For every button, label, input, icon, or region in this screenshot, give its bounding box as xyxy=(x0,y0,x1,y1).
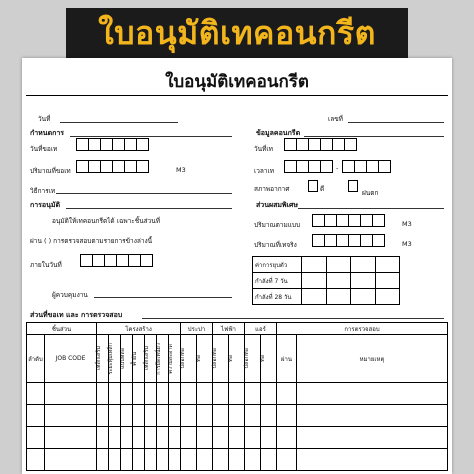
weather-rain-checkbox[interactable] xyxy=(348,180,358,192)
col-job-code: JOB CODE xyxy=(45,335,97,383)
strength-header: ค่าการยุบตัว xyxy=(253,257,302,273)
pour-time-start-boxes[interactable] xyxy=(284,160,332,173)
col-formwork: แบบหล่อ xyxy=(120,348,126,369)
schedule-heading: กำหนดการ xyxy=(30,129,65,137)
approver-label: ผู้ควบคุมงาน xyxy=(52,291,88,299)
weather-sunny-label: ดี xyxy=(320,185,325,193)
strength-table xyxy=(252,256,400,305)
weather-sunny-checkbox[interactable] xyxy=(308,180,318,192)
col-rebar: เหล็กเสริม xyxy=(96,346,102,371)
within-date-label: ภายในวันที่ xyxy=(30,261,62,269)
approval-underline xyxy=(66,208,232,209)
col-plumbing-sleeve: ปลอกท่อ xyxy=(180,348,186,369)
col-pass: ผ่าน xyxy=(277,335,297,383)
col-no: ลำดับ xyxy=(27,335,45,383)
approval-form-sheet: ใบอนุมัติเทคอนกรีต วันที่ เลขที่ กำหนดการ วันที่ขอเท ปริมาณที่ขอเท M3 วิธีการเท ข้อมูลคอนกรีต วันที่เท เวลาเท - สภาพอากาศ ดี ฝนตก การอนุมัติ อนุมัติให้เทคอนกรีตได้ เฉพาะชิ้นส่วนที่ ผ่าน ( ) การตรวจสอบตามรายการข้างล่างนี้ ภายในวันที่ ผู้ควบคุมงาน ส่วนผสมพิเศษ ปริมาณตามแบบ M3 ปริมาณที่เทจริง M3 ค่าการยุบตัว กำลังที่ 7 วัน กำลังที่ 28 วัน ส่วนที่ขอเท และ การตรวจสอบ ชิ้นส่วน โครงสร้าง ประปา ไฟฟ้า แอร์ การตรวจสอบ ลำดับ JOB CODE เหล็กเสริม ระยะหุ้มเหล็ก แบบหล่อ ค้ำยัน เหล็กเสริม การยึดเหนี่ยว ความสะอาด ปลอกท่อ ท่อ ปลอกท่อ ท่อ ปลอกท่อ ท่อ ผ่าน หมายเหตุ xyxy=(22,58,452,474)
design-volume-unit: M3 xyxy=(402,220,412,228)
method-label: วิธีการเท xyxy=(30,187,56,195)
date-field[interactable] xyxy=(60,122,178,123)
weather-label: สภาพอากาศ xyxy=(254,185,290,193)
col-cover: ระยะหุ้มเหล็ก xyxy=(108,342,114,375)
approver-field[interactable] xyxy=(94,297,232,298)
method-field[interactable] xyxy=(56,193,232,194)
col-anchoring: การยึดเหนี่ยว xyxy=(156,342,162,375)
pour-volume-unit: M3 xyxy=(402,240,412,248)
approval-line-1: อนุมัติให้เทคอนกรีตได้ เฉพาะชิ้นส่วนที่ xyxy=(52,217,160,225)
inspection-table xyxy=(26,322,448,471)
table-row[interactable] xyxy=(27,383,448,405)
group-parts: ชิ้นส่วน xyxy=(27,323,97,335)
strength-7day-label: กำลังที่ 7 วัน xyxy=(253,273,302,289)
group-plumbing: ประปา xyxy=(181,323,213,335)
design-volume-label: ปริมาณตามแบบ xyxy=(254,221,301,229)
mix-underline xyxy=(298,208,444,209)
col-electric-pipe: ท่อ xyxy=(228,355,234,362)
col-rebar-2: เหล็กเสริม xyxy=(144,346,150,371)
pour-time-end-boxes[interactable] xyxy=(342,160,390,173)
concrete-info-heading: ข้อมูลคอนกรีต xyxy=(256,129,301,137)
col-plumbing-pipe: ท่อ xyxy=(196,355,202,362)
group-inspection: การตรวจสอบ xyxy=(277,323,448,335)
col-note: หมายเหตุ xyxy=(297,335,448,383)
form-title: ใบอนุมัติเทคอนกรีต xyxy=(165,72,309,92)
col-electric-sleeve: ปลอกท่อ xyxy=(212,348,218,369)
pour-date-label: วันที่เท xyxy=(254,145,273,153)
pour-volume-label: ปริมาณที่เทจริง xyxy=(254,241,297,249)
col-aircon-sleeve: ปลอกท่อ xyxy=(244,348,250,369)
order-volume-boxes[interactable] xyxy=(76,160,148,173)
group-electric: ไฟฟ้า xyxy=(213,323,245,335)
banner-title: ใบอนุมัติเทคอนกรีต xyxy=(66,8,408,58)
date-label: วันที่ xyxy=(38,115,51,123)
pour-time-label: เวลาเท xyxy=(254,167,275,175)
design-volume-boxes[interactable] xyxy=(312,214,384,227)
order-volume-unit: M3 xyxy=(176,166,186,174)
order-date-boxes[interactable] xyxy=(76,138,148,151)
pour-volume-boxes[interactable] xyxy=(312,234,384,247)
order-date-label: วันที่ขอเท xyxy=(30,145,58,153)
mix-heading: ส่วนผสมพิเศษ xyxy=(256,201,299,209)
pour-date-boxes[interactable] xyxy=(284,138,356,151)
col-cleanliness: ความสะอาด xyxy=(168,343,174,374)
col-aircon-pipe: ท่อ xyxy=(260,355,266,362)
group-structure: โครงสร้าง xyxy=(97,323,181,335)
within-date-boxes[interactable] xyxy=(80,254,152,267)
order-volume-label: ปริมาณที่ขอเท xyxy=(30,167,71,175)
col-shoring: ค้ำยัน xyxy=(132,351,138,366)
inspection-underline xyxy=(142,318,444,319)
doc-no-label: เลขที่ xyxy=(328,115,343,123)
table-row[interactable] xyxy=(27,427,448,449)
title-divider xyxy=(26,95,448,96)
inspection-heading: ส่วนที่ขอเท และ การตรวจสอบ xyxy=(30,311,123,319)
table-row[interactable] xyxy=(27,449,448,471)
group-aircon: แอร์ xyxy=(245,323,277,335)
approval-heading: การอนุมัติ xyxy=(30,201,61,209)
strength-28day-label: กำลังที่ 28 วัน xyxy=(253,289,302,305)
table-row[interactable] xyxy=(27,405,448,427)
concrete-info-underline xyxy=(304,136,444,137)
approval-line-2: ผ่าน ( ) การตรวจสอบตามรายการข้างล่างนี้ xyxy=(30,237,153,245)
doc-no-field[interactable] xyxy=(348,122,444,123)
schedule-underline xyxy=(70,136,232,137)
weather-rain-label: ฝนตก xyxy=(362,189,379,197)
